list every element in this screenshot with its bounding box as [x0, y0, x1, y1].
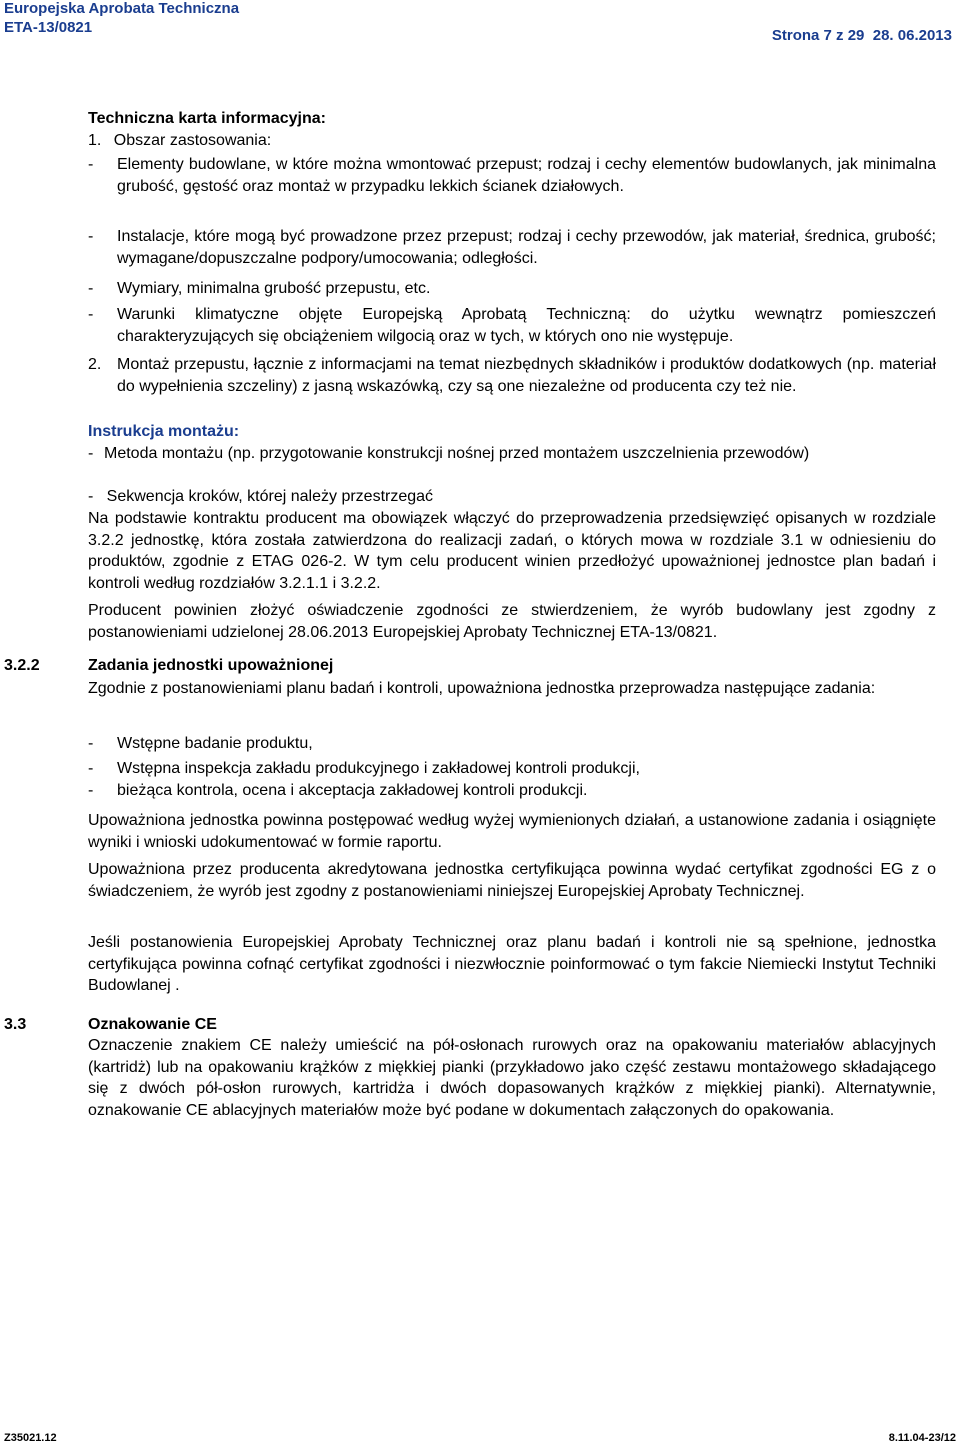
contract-paragraph: Na podstawie kontraktu producent ma obowiązek włączyć do przeprowadzenia przedsięwzięć opisanych w rozdziale 3.2.2 jednostkę, która została zatwierdzona do realizacji zadań, o których mowa w rozdziale 3.1 w odniesieniu do produktów, zgodnie z ETAG 026-2. W tym celu producent winien przedłożyć upoważnionej jednostce plan badań i kontroli według rozdziałów 3.2.1.1 i 3.2.2.	[88, 510, 936, 592]
bullet-dash: -	[88, 156, 94, 173]
bullet-text: Instalacje, które mogą być prowadzone przez przepust; rodzaj i cechy przewodów, jak materiał, średnica, grubość; wymagane/dopuszczalne podpory/umocowania; odległości.	[117, 228, 936, 267]
footer-reference: Z35021.12	[4, 1432, 57, 1444]
section-3-2-2-number: 3.2.2	[4, 657, 40, 674]
instruction-title: Instrukcja montażu:	[88, 423, 240, 440]
document-org: Europejska Aprobata Techniczna	[4, 0, 240, 17]
certification-paragraph: Upoważniona przez producenta akredytowana jednostka certyfikująca powinna wydać certyfikat zgodności EG z o świadczeniem, że wyrób jest zgodny z postanowieniami niniejszej Europejskiej Aprobaty Technicznej.	[88, 861, 936, 900]
task-text: Wstępne badanie produktu,	[117, 735, 313, 752]
bullet-item	[88, 304, 936, 347]
item-2	[88, 354, 936, 397]
bullet-dash: -	[88, 306, 94, 323]
bullet-text: Elementy budowlane, w które można wmontować przepust; rodzaj i cechy elementów budowlanych, jak minimalna grubość, gęstość oraz montaż w przypadku lekkich ścianek działowych.	[117, 156, 936, 195]
item-1-label: Obszar zastosowania:	[113, 132, 272, 149]
bullet-dash: -	[88, 280, 94, 297]
bullet-text: Wymiary, minimalna grubość przepustu, etc.	[117, 280, 431, 297]
page-number: Strona 7 z 29	[771, 27, 865, 44]
page-info	[772, 27, 952, 44]
section-3-3-number: 3.3	[4, 1016, 27, 1033]
instruction-step	[88, 443, 936, 465]
document-date: 28. 06.2013	[872, 27, 952, 44]
section-3-2-2-intro: Zgodnie z postanowieniami planu badań i kontroli, upoważniona jednostka przeprowadza następujące zadania:	[88, 680, 876, 697]
section-3-2-2-title: Zadania jednostki upoważnionej	[88, 657, 334, 674]
item-2-text: Montaż przepustu, łącznie z informacjami na temat niezbędnych składników i produktów dodatkowych (np. materiał do wypełnienia szczeliny) z jasną wskazówką, czy są one niezależne od producenta czy też nie.	[117, 356, 936, 395]
section-3-3-title: Oznakowanie CE	[88, 1016, 217, 1033]
instruction-dash: -	[88, 445, 94, 462]
task-text: Wstępna inspekcja zakładu produkcyjnego i zakładowej kontroli produkcji,	[117, 760, 640, 777]
task-text: bieżąca kontrola, ocena i akceptacja zakładowej kontroli produkcji.	[117, 782, 588, 799]
conformity-paragraph: Producent powinien złożyć oświadczenie zgodności ze stwierdzeniem, że wyrób budowlany jest zgodny z postanowieniami udzielonej 28.06.2013 Europejskiej Aprobaty Technicznej ETA-13/0821.	[88, 602, 936, 641]
bullet-item	[88, 226, 936, 269]
notified-body-paragraph: Upoważniona jednostka powinna postępować według wyżej wymienionych działań, a ustanowione zadania i osiągnięte wyniki i wnioski udokumentować w formie raportu.	[88, 812, 936, 851]
document-code: ETA-13/0821	[4, 19, 93, 36]
task-dash: -	[88, 782, 94, 799]
withdrawal-paragraph: Jeśli postanowienia Europejskiej Aprobaty Technicznej oraz planu badań i kontroli nie są spełnione, jednostka certyfikująca powinna cofnąć certyfikat zgodności i niezwłocznie poinformować o tym fakcie Niemiecki Instytut Techniki Budowlanej .	[88, 934, 936, 994]
footer-file-number: 8.11.04-23/12	[888, 1432, 956, 1444]
task-dash: -	[88, 735, 94, 752]
item-1-number: 1.	[88, 132, 102, 149]
card-title: Techniczna karta informacyjna:	[88, 110, 326, 127]
ce-marking-paragraph: Oznaczenie znakiem CE należy umieścić na pół-osłonach rurowych oraz na opakowaniu materiałów ablacyjnych (kartridż) lub na opakowaniu krążków z miękkiej pianki (przykładowo jako część zestawu montażowego składającego się z dwóch pół-osłon rurowych, kartridża i dwóch dopasowanych krążków z miękkiej pianki). Alternatywnie, oznakowanie CE ablacyjnych materiałów może być podane w dokumentach załączonych do opakowania.	[88, 1037, 936, 1119]
bullet-dash: -	[88, 228, 94, 245]
instruction-sequence: - Sekwencja kroków, której należy przestrzegać	[88, 488, 434, 505]
item-2-number: 2.	[88, 356, 102, 373]
task-dash: -	[88, 760, 94, 777]
task-item	[88, 733, 936, 755]
task-item	[88, 780, 936, 802]
bullet-item	[88, 154, 936, 197]
task-item	[88, 758, 936, 780]
item-1-heading	[88, 130, 271, 152]
bullet-text: Warunki klimatyczne objęte Europejską Aprobatą Techniczną: do użytku wewnątrz pomieszczeń charakteryzujących się obciążeniem wilgocią oraz w tych, w których ono nie występuje.	[117, 306, 936, 345]
bullet-item	[88, 278, 936, 300]
instruction-text: Metoda montażu (np. przygotowanie konstrukcji nośnej przed montażem uszczelnienia przewodów)	[104, 445, 810, 462]
